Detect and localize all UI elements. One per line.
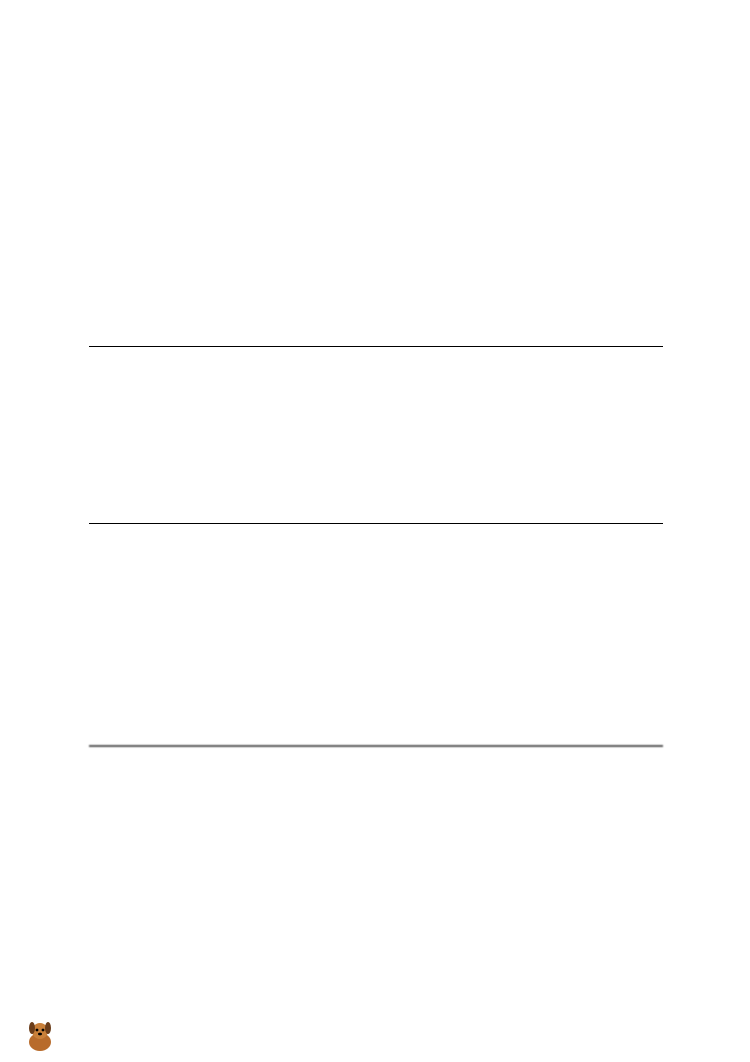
unidog-logo — [22, 1016, 162, 1056]
dog-icon — [22, 1018, 58, 1054]
divider — [89, 745, 663, 747]
divider — [89, 523, 663, 524]
divider — [89, 346, 663, 347]
